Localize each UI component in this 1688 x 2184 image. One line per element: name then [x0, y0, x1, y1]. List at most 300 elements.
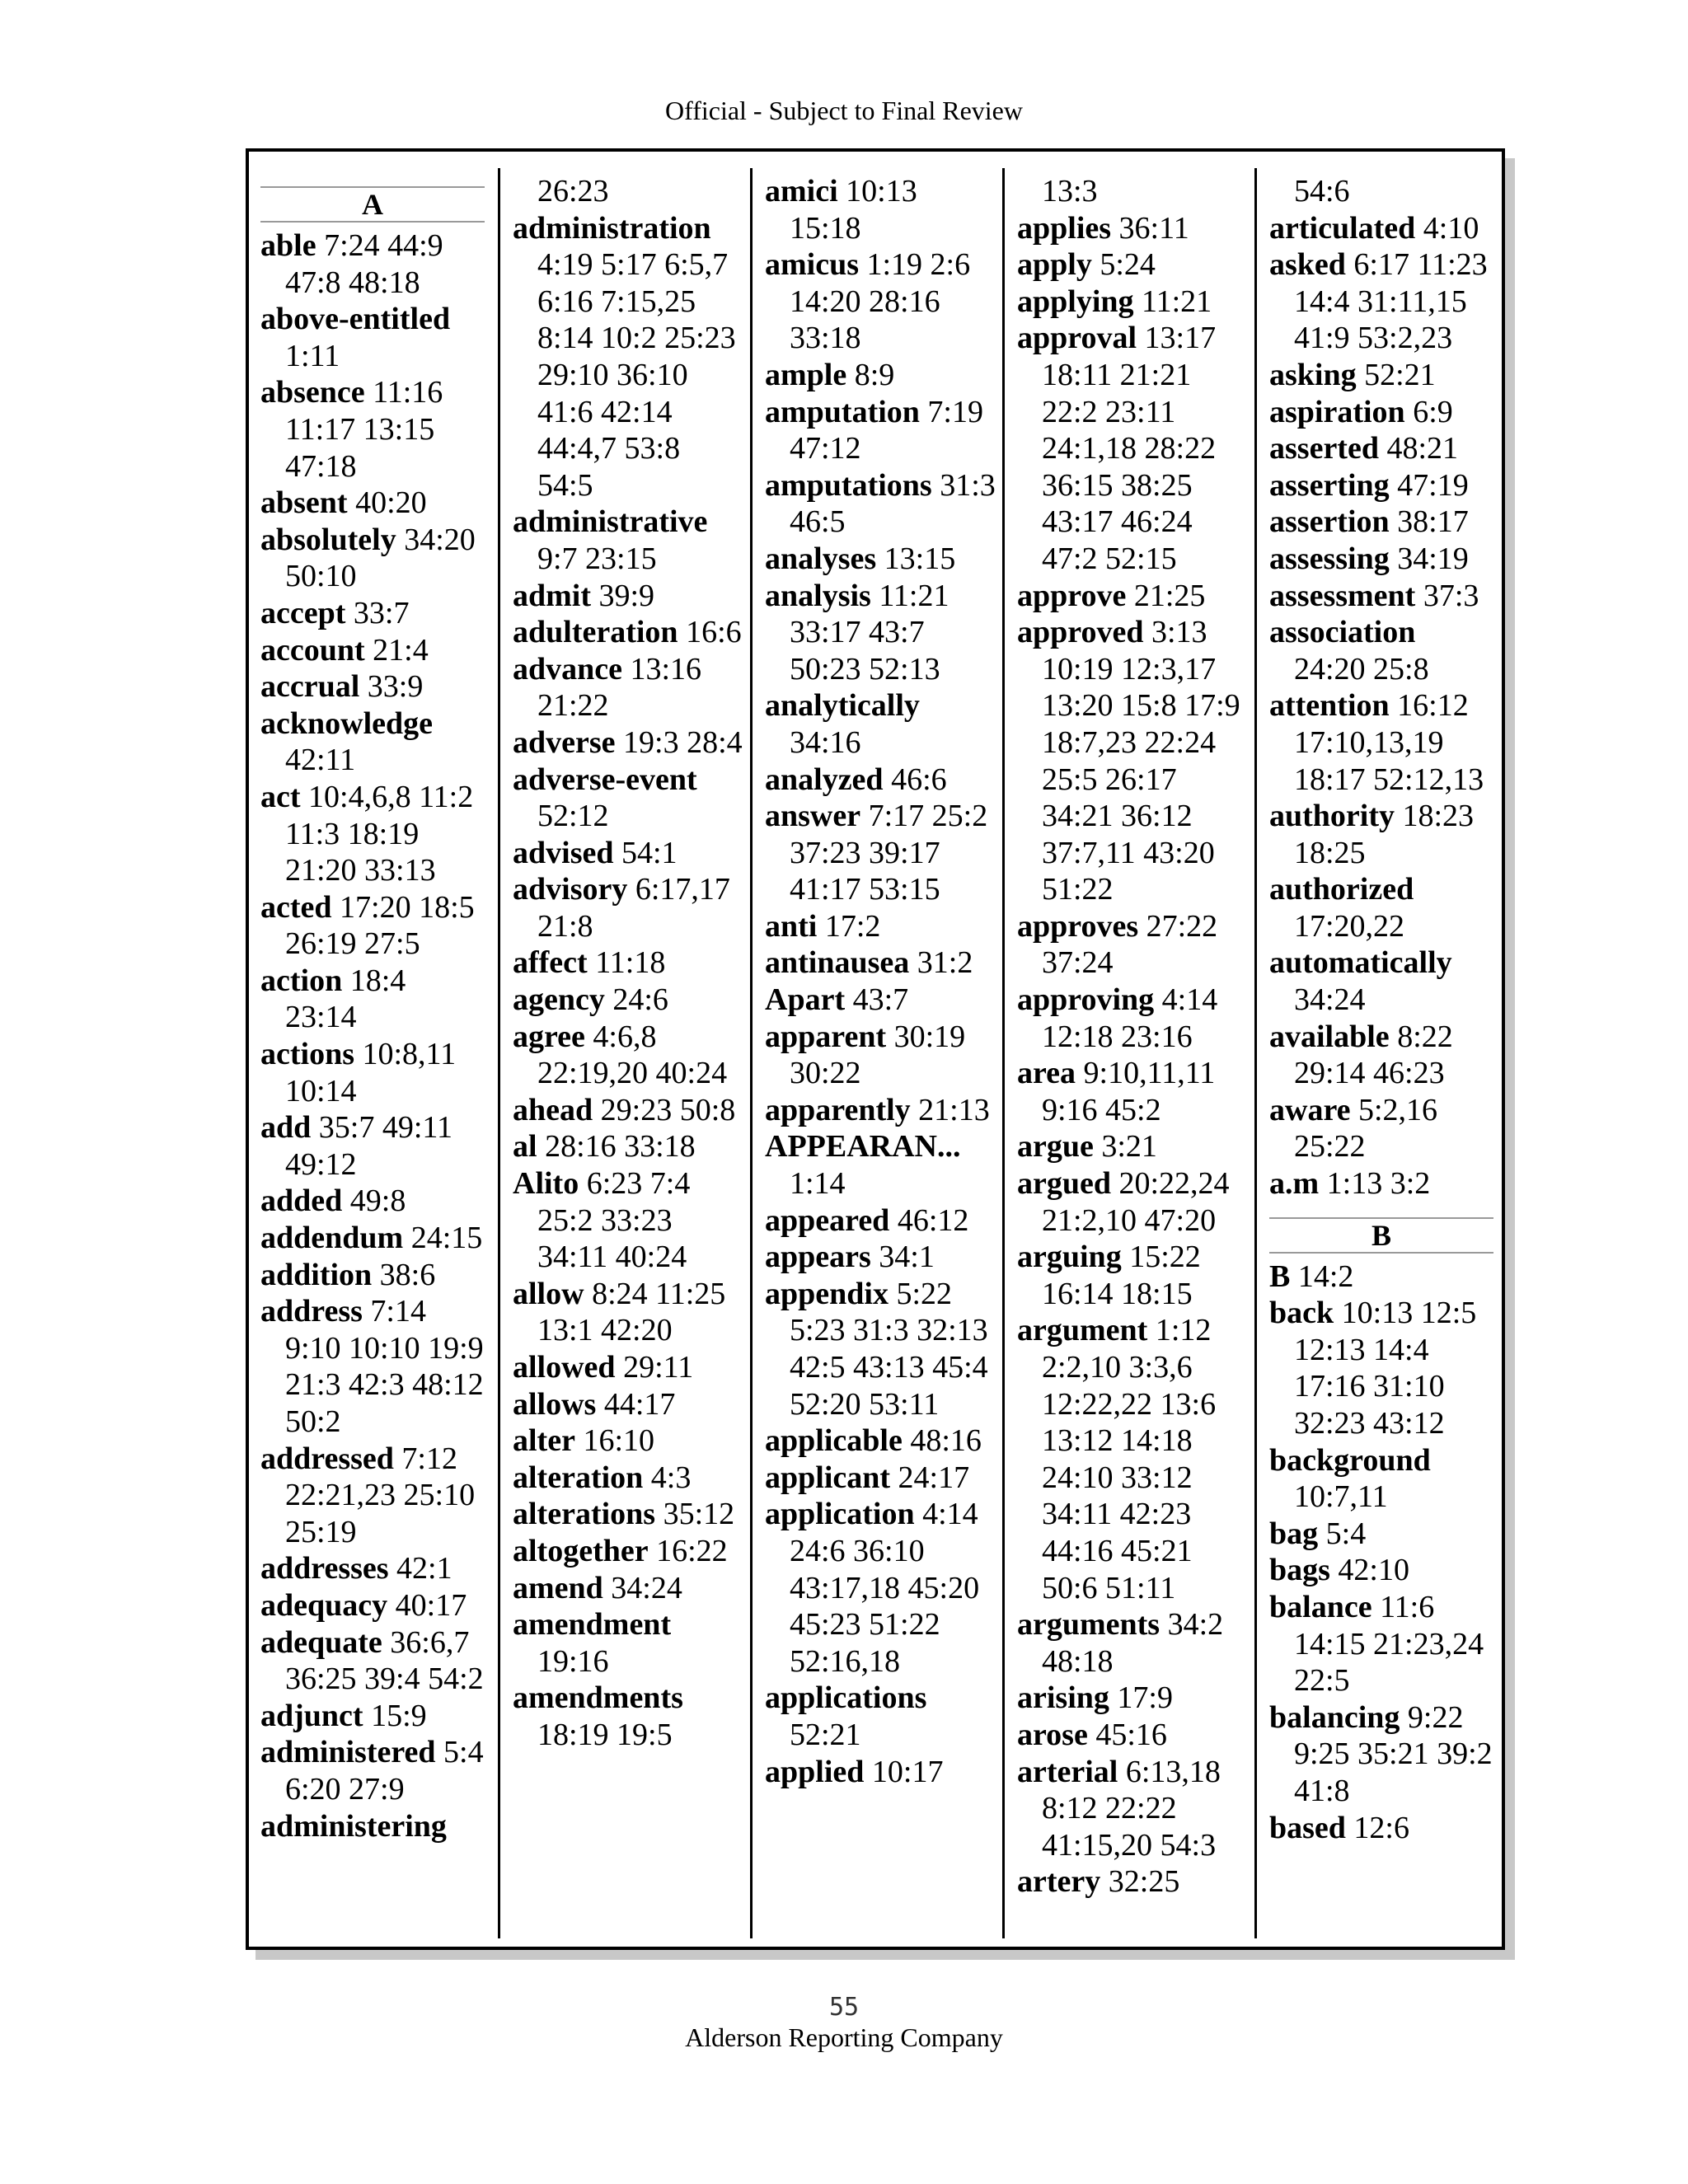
- page-line-refs: 1:11: [285, 338, 340, 373]
- page-line-refs: 29:23 50:8: [600, 1092, 736, 1127]
- index-entry: [1269, 1092, 1493, 1165]
- index-entry: [1269, 1810, 1493, 1847]
- index-entry: [513, 762, 743, 835]
- index-entry: [260, 485, 485, 522]
- index-entry: [1269, 1019, 1493, 1092]
- section-heading: B: [1269, 1217, 1493, 1254]
- index-entry: [1269, 541, 1493, 578]
- index-entry: [513, 1496, 743, 1533]
- index-term: authorized: [1269, 872, 1414, 907]
- page-line-refs: 1:14: [790, 1166, 846, 1202]
- index-term: answer: [765, 799, 861, 834]
- index-term: altogether: [513, 1533, 649, 1568]
- page-line-refs: 40:20: [355, 485, 427, 521]
- index-term: administering: [260, 1808, 447, 1844]
- page-line-refs: 46:12: [897, 1202, 969, 1238]
- index-entry: [1269, 430, 1493, 467]
- index-frame: [246, 148, 1505, 1950]
- index-entry: [1269, 1552, 1493, 1589]
- index-term: administered: [260, 1735, 436, 1770]
- index-entry: [513, 614, 743, 651]
- page-line-refs: 52:21: [1364, 357, 1436, 392]
- page-header: Official - Subject to Final Review: [665, 96, 1023, 125]
- page-line-refs: 10:4,6,8 11:2 11:3 18:19 21:20 33:13: [285, 779, 474, 888]
- index-term: addendum: [260, 1221, 404, 1256]
- page-line-refs: 12:6: [1353, 1810, 1409, 1845]
- index-term: anti: [765, 908, 818, 944]
- page-line-refs: 46:6: [891, 762, 947, 797]
- index-entry: [513, 982, 743, 1019]
- continued-refs: 13:3: [1042, 174, 1098, 209]
- index-entry: [513, 1092, 743, 1129]
- page-line-refs: 42:11: [285, 743, 356, 778]
- index-term: approving: [1017, 982, 1155, 1018]
- index-term: adverse-event: [513, 762, 697, 797]
- index-entry: [1269, 246, 1493, 357]
- index-entry: [765, 173, 996, 246]
- page-line-refs: 24:17: [898, 1460, 970, 1495]
- index-entry: [765, 1754, 996, 1791]
- page-line-refs: 34:19: [1397, 541, 1469, 576]
- index-term: affect: [513, 945, 588, 981]
- index-term: APPEARAN...: [765, 1129, 961, 1165]
- page-line-refs: 15:22 16:14 18:15: [1042, 1240, 1201, 1311]
- index-entry: [260, 1550, 485, 1587]
- index-entry: [1017, 1754, 1248, 1864]
- page-line-refs: 24:15: [410, 1221, 483, 1256]
- index-term: analytically: [765, 688, 920, 724]
- index-entry: [1269, 1699, 1493, 1810]
- index-entry: [765, 467, 996, 541]
- index-term: assertion: [1269, 504, 1390, 540]
- page-line-refs: 4:10: [1423, 210, 1479, 246]
- page-line-refs: 1:19 2:6 14:20 28:16 33:18: [790, 247, 971, 356]
- index-term: allow: [513, 1276, 584, 1311]
- index-entry: [765, 578, 996, 688]
- index-entry: [1269, 687, 1493, 798]
- page-line-refs: 7:24 44:9 47:8 48:18: [285, 228, 443, 300]
- index-entry: [513, 1570, 743, 1607]
- index-term: aspiration: [1269, 394, 1405, 429]
- index-entry: [513, 1460, 743, 1497]
- index-entry: [260, 301, 485, 374]
- index-term: background: [1269, 1442, 1431, 1478]
- page-line-refs: 18:23 18:25: [1294, 799, 1475, 870]
- page-line-refs: 10:8,11 10:14: [285, 1037, 457, 1108]
- index-term: amici: [765, 174, 838, 209]
- index-entry: [260, 1698, 485, 1735]
- index-term: available: [1269, 1019, 1390, 1054]
- index-entry: [765, 762, 996, 799]
- index-entry: [1017, 1717, 1248, 1754]
- index-entry: [765, 1092, 996, 1129]
- index-term: approval: [1017, 321, 1137, 356]
- page-line-refs: 11:21 33:17 43:7 50:23 52:13: [790, 578, 950, 687]
- company-name: Alderson Reporting Company: [685, 2022, 1003, 2052]
- index-entry: [765, 246, 996, 357]
- index-entry: [513, 1349, 743, 1386]
- index-term: admit: [513, 578, 591, 613]
- index-term: applied: [765, 1754, 865, 1789]
- index-entry: [765, 1276, 996, 1422]
- index-term: apparent: [765, 1019, 887, 1054]
- index-entry: [765, 1202, 996, 1240]
- index-entry: [1017, 1239, 1248, 1312]
- page-line-refs: 9:22 9:25 35:21 39:2 41:8: [1294, 1699, 1493, 1808]
- index-term: area: [1017, 1056, 1076, 1091]
- page-line-refs: 52:21: [790, 1717, 861, 1752]
- index-term: applying: [1017, 284, 1134, 319]
- index-term: administrative: [513, 504, 708, 540]
- index-term: acted: [260, 889, 332, 925]
- index-term: account: [260, 632, 365, 668]
- index-term: advisory: [513, 872, 628, 907]
- index-term: amend: [513, 1570, 603, 1605]
- page-line-refs: 9:10,11,11 9:16 45:2: [1042, 1056, 1216, 1127]
- index-term: apparently: [765, 1092, 911, 1127]
- index-term: adjunct: [260, 1698, 363, 1733]
- index-entry: [513, 1606, 743, 1680]
- index-term: accrual: [260, 669, 360, 705]
- index-term: administration: [513, 210, 711, 246]
- index-entry: [1269, 1442, 1493, 1516]
- index-entry: [1269, 1258, 1493, 1296]
- index-term: add: [260, 1110, 312, 1146]
- index-term: assessing: [1269, 541, 1390, 576]
- page-line-refs: 43:7: [852, 982, 909, 1018]
- index-entry: [1017, 578, 1248, 615]
- page-line-refs: 31:2: [917, 945, 973, 981]
- page-line-refs: 13:15: [884, 541, 956, 576]
- index-term: amendment: [513, 1607, 672, 1643]
- page-line-refs: 29:11: [623, 1350, 694, 1385]
- page-line-refs: 44:17: [603, 1386, 676, 1422]
- index-entry: [765, 944, 996, 982]
- index-term: able: [260, 228, 316, 263]
- index-entry: [260, 1293, 485, 1440]
- index-entry: [1017, 1680, 1248, 1717]
- page-line-refs: 28:16 33:18: [545, 1129, 696, 1165]
- index-entry: [260, 1587, 485, 1624]
- index-term: analyses: [765, 541, 877, 576]
- index-term: apply: [1017, 247, 1092, 283]
- index-term: asking: [1269, 357, 1357, 392]
- index-entry: [260, 1808, 485, 1845]
- index-entry: [765, 394, 996, 467]
- index-term: bag: [1269, 1516, 1319, 1551]
- page-line-refs: 17:9: [1117, 1680, 1173, 1716]
- index-term: appears: [765, 1240, 871, 1275]
- index-term: alteration: [513, 1460, 644, 1495]
- index-term: argument: [1017, 1313, 1148, 1348]
- index-term: analysis: [765, 578, 871, 613]
- page-line-refs: 36:6,7 36:25 39:4 54:2: [285, 1624, 484, 1697]
- index-entry: [260, 522, 485, 595]
- page-line-refs: 13:16 21:22: [537, 651, 702, 724]
- page-line-refs: 6:23 7:4 25:2 33:23 34:11 40:24: [537, 1166, 691, 1275]
- index-term: acknowledge: [260, 705, 433, 741]
- continued-refs: 54:6: [1294, 174, 1350, 209]
- index-entry: [1269, 798, 1493, 871]
- index-term: approves: [1017, 908, 1139, 944]
- index-entry: [1017, 982, 1248, 1055]
- index-term: adulteration: [513, 615, 678, 650]
- index-term: applicable: [765, 1423, 903, 1459]
- index-term: adequate: [260, 1624, 382, 1660]
- index-entry: [765, 1128, 996, 1202]
- page-line-refs: 34:24: [1294, 982, 1366, 1018]
- page-line-refs: 20:22,24 21:2,10 47:20: [1042, 1166, 1230, 1238]
- page-line-refs: 16:10: [583, 1423, 655, 1459]
- page-line-refs: 5:4 6:20 27:9: [285, 1735, 484, 1807]
- index-entry: [513, 1165, 743, 1276]
- index-entry: [513, 1019, 743, 1092]
- index-entry: [260, 632, 485, 669]
- index-entry: [260, 1183, 485, 1220]
- index-term: antinausea: [765, 945, 910, 981]
- index-term: alterations: [513, 1497, 656, 1532]
- index-entry: [260, 595, 485, 632]
- page-line-refs: 1:13 3:2: [1326, 1166, 1431, 1202]
- index-entry: [260, 889, 485, 963]
- index-entry: [513, 1422, 743, 1460]
- index-term: articulated: [1269, 210, 1416, 246]
- index-term: al: [513, 1129, 537, 1165]
- index-entry: [1269, 357, 1493, 394]
- index-entry: [1269, 1165, 1493, 1202]
- page-line-refs: 19:16: [537, 1643, 609, 1679]
- index-term: approve: [1017, 578, 1127, 613]
- index-term: adverse: [513, 724, 616, 760]
- index-column-3: [765, 173, 996, 1790]
- page-line-refs: 18:4 23:14: [285, 963, 406, 1035]
- continued-refs: 26:23: [537, 174, 609, 209]
- page-line-refs: 8:9: [854, 357, 895, 392]
- index-term: authority: [1269, 799, 1395, 834]
- page-line-refs: 6:13,18 8:12 22:22 41:15,20 54:3: [1042, 1754, 1221, 1863]
- index-entry: [765, 541, 996, 578]
- index-term: asserted: [1269, 431, 1379, 466]
- page-line-refs: 10:13 15:18: [790, 174, 917, 246]
- page-line-refs: 11:18: [595, 945, 666, 981]
- index-term: agency: [513, 982, 605, 1018]
- page-line-refs: 4:6,8 22:19,20 40:24: [537, 1019, 728, 1091]
- index-entry: [1017, 1128, 1248, 1165]
- index-term: adequacy: [260, 1587, 388, 1623]
- index-entry: [513, 1680, 743, 1753]
- index-entry: [765, 798, 996, 908]
- page-line-refs: 33:9: [367, 669, 424, 705]
- index-entry: [765, 1422, 996, 1460]
- index-term: ahead: [513, 1092, 593, 1127]
- index-term: absence: [260, 375, 365, 410]
- page-line-refs: 17:2: [824, 908, 881, 944]
- index-entry: [1017, 614, 1248, 908]
- index-entry: [513, 578, 743, 615]
- page-line-refs: 42:10: [1338, 1553, 1409, 1588]
- page-line-refs: 42:1: [396, 1551, 452, 1586]
- index-entry: [260, 963, 485, 1036]
- column-divider: [498, 168, 500, 1938]
- page-line-refs: 5:22 5:23 31:3 32:13 42:5 43:13 45:4 52:20 53:11: [790, 1276, 988, 1422]
- index-term: act: [260, 779, 301, 814]
- page-line-refs: 6:17 11:23 14:4 31:11,15 41:9 53:2,23: [1294, 247, 1488, 356]
- index-entry: [1017, 1165, 1248, 1239]
- index-entry: [765, 687, 996, 761]
- index-term: balance: [1269, 1589, 1372, 1624]
- index-entry: [1269, 614, 1493, 687]
- index-term: alter: [513, 1423, 575, 1459]
- page-line-refs: 11:21: [1142, 284, 1212, 319]
- index-entry: [1017, 1312, 1248, 1606]
- page-line-refs: 19:3 28:4: [623, 724, 743, 760]
- index-entry: [765, 1496, 996, 1680]
- index-entry: [765, 357, 996, 394]
- page-line-refs: 7:12 22:21,23 25:10 25:19: [285, 1441, 476, 1549]
- page-line-refs: 11:16 11:17 13:15 47:18: [285, 375, 443, 484]
- index-term: addressed: [260, 1441, 394, 1476]
- index-entry: [260, 668, 485, 705]
- index-term: assessment: [1269, 578, 1416, 613]
- index-entry: [513, 504, 743, 577]
- index-term: B: [1269, 1258, 1291, 1294]
- index-entry: [1269, 467, 1493, 504]
- page-line-refs: 34:1: [879, 1240, 935, 1275]
- page-line-refs: 7:14 9:10 10:10 19:9 21:3 42:3 48:12 50:2: [285, 1294, 484, 1439]
- index-term: back: [1269, 1296, 1334, 1331]
- page-line-refs: 4:14 24:6 36:10 43:17,18 45:20 45:23 51:22 52:16,18: [790, 1497, 980, 1679]
- page-line-refs: 24:6: [612, 982, 668, 1018]
- index-entry: [260, 705, 485, 779]
- page-line-refs: 7:19 47:12: [790, 394, 983, 466]
- page-line-refs: 4:14 12:18 23:16: [1042, 982, 1218, 1054]
- index-entry: [1269, 394, 1493, 431]
- index-term: agree: [513, 1019, 585, 1054]
- page-line-refs: 21:4: [373, 632, 429, 668]
- index-column-2: [513, 173, 743, 1754]
- index-term: arose: [1017, 1717, 1088, 1752]
- index-entry: [513, 1533, 743, 1570]
- index-entry: [260, 1036, 485, 1109]
- page-line-refs: 39:9: [598, 578, 655, 613]
- index-term: based: [1269, 1810, 1346, 1845]
- index-term: actions: [260, 1037, 354, 1072]
- index-entry: [1269, 578, 1493, 615]
- index-column-4: [1017, 173, 1248, 1900]
- page-line-refs: 47:19: [1397, 467, 1469, 503]
- index-term: action: [260, 963, 343, 998]
- index-term: balancing: [1269, 1699, 1400, 1735]
- page-line-refs: 48:16: [910, 1423, 982, 1459]
- page-line-refs: 24:20 25:8: [1294, 651, 1429, 687]
- page-line-refs: 40:17: [395, 1587, 467, 1623]
- index-term: bags: [1269, 1553, 1330, 1588]
- index-term: added: [260, 1183, 343, 1219]
- page-line-refs: 7:17 25:2 37:23 39:17 41:17 53:15: [790, 799, 988, 907]
- column-divider: [1254, 168, 1257, 1938]
- index-term: addition: [260, 1257, 373, 1292]
- page-line-refs: 4:19 5:17 6:5,7 6:16 7:15,25 8:14 10:2 25:23 29:10 36:10 41:6 42:14 44:4,7 53:8 54:5: [537, 247, 736, 503]
- page-line-refs: 37:3: [1423, 578, 1479, 613]
- index-entry: [1269, 871, 1493, 944]
- index-entry: [1269, 210, 1493, 247]
- index-term: Apart: [765, 982, 846, 1018]
- page-line-refs: 11:6 14:15 21:23,24 22:5: [1294, 1589, 1484, 1699]
- index-term: argue: [1017, 1129, 1094, 1165]
- page-line-refs: 49:8: [349, 1183, 406, 1219]
- page-line-refs: 10:7,11: [1294, 1479, 1388, 1515]
- index-term: absolutely: [260, 522, 396, 557]
- page-line-refs: 27:22 37:24: [1042, 908, 1218, 981]
- index-term: arguments: [1017, 1607, 1160, 1643]
- index-term: accept: [260, 595, 346, 630]
- index-term: absent: [260, 485, 348, 521]
- page-line-refs: 52:12: [537, 799, 609, 834]
- page-line-refs: 21:13: [918, 1092, 990, 1127]
- index-entry: [1269, 504, 1493, 541]
- index-term: addresses: [260, 1551, 389, 1586]
- index-entry: [1017, 908, 1248, 982]
- page-line-refs: 13:17 18:11 21:21 22:2 23:11 24:1,18 28:22 36:15 38:25 43:17 46:24 47:2 52:15: [1042, 321, 1217, 576]
- index-entry: [1017, 1055, 1248, 1128]
- index-entry: [260, 779, 485, 889]
- index-term: amicus: [765, 247, 859, 283]
- column-divider: [750, 168, 753, 1938]
- page-line-refs: 36:11: [1118, 210, 1189, 246]
- index-entry: [1017, 246, 1248, 284]
- index-term: allows: [513, 1386, 597, 1422]
- index-entry: [513, 835, 743, 872]
- index-entry: [260, 227, 485, 301]
- page-line-refs: 48:21: [1386, 431, 1459, 466]
- page-line-refs: 9:7 23:15: [537, 541, 657, 576]
- index-entry: [513, 210, 743, 504]
- index-term: automatically: [1269, 945, 1452, 981]
- page-line-refs: 8:24 11:25 13:1 42:20: [537, 1276, 726, 1348]
- index-term: appeared: [765, 1202, 890, 1238]
- page-number: 55: [828, 1993, 860, 2022]
- index-term: Alito: [513, 1166, 579, 1202]
- index-entry: [765, 1460, 996, 1497]
- page-line-refs: 16:12 17:10,13,19 18:17 52:12,13: [1294, 688, 1484, 797]
- column-divider: [1002, 168, 1005, 1938]
- index-entry: [513, 651, 743, 724]
- page-line-refs: 1:12 2:2,10 3:3,6 12:22,22 13:6 13:12 14:18 24:10 33:12 34:11 42:23 44:16 45:21 50:6 51:11: [1042, 1313, 1217, 1605]
- page-line-refs: 38:6: [379, 1257, 436, 1292]
- index-term: attention: [1269, 688, 1390, 724]
- index-term: applicant: [765, 1460, 891, 1495]
- page-line-refs: 18:19 19:5: [537, 1717, 673, 1752]
- page-line-refs: 3:13 10:19 12:3,17 13:20 15:8 17:9 18:7,23 22:24 25:5 26:17 34:21 36:12 37:7,11 43:20 51:22: [1042, 615, 1240, 907]
- index-term: approved: [1017, 615, 1144, 650]
- index-term: amendments: [513, 1680, 683, 1716]
- index-column-5: [1269, 173, 1493, 1846]
- index-entry: [513, 1386, 743, 1423]
- page-line-refs: 4:3: [650, 1460, 692, 1495]
- index-entry: [260, 374, 485, 485]
- page-line-refs: 17:20 18:5 26:19 27:5: [285, 889, 475, 962]
- index-entry: [513, 1276, 743, 1349]
- index-entry: [1017, 1863, 1248, 1900]
- index-term: advised: [513, 835, 614, 870]
- index-entry: [260, 1257, 485, 1294]
- index-term: address: [260, 1294, 363, 1329]
- index-entry: [1017, 320, 1248, 577]
- page-line-refs: 34:24: [611, 1570, 682, 1605]
- index-entry: [1269, 1516, 1493, 1553]
- index-entry: [260, 1109, 485, 1183]
- index-term: association: [1269, 615, 1416, 650]
